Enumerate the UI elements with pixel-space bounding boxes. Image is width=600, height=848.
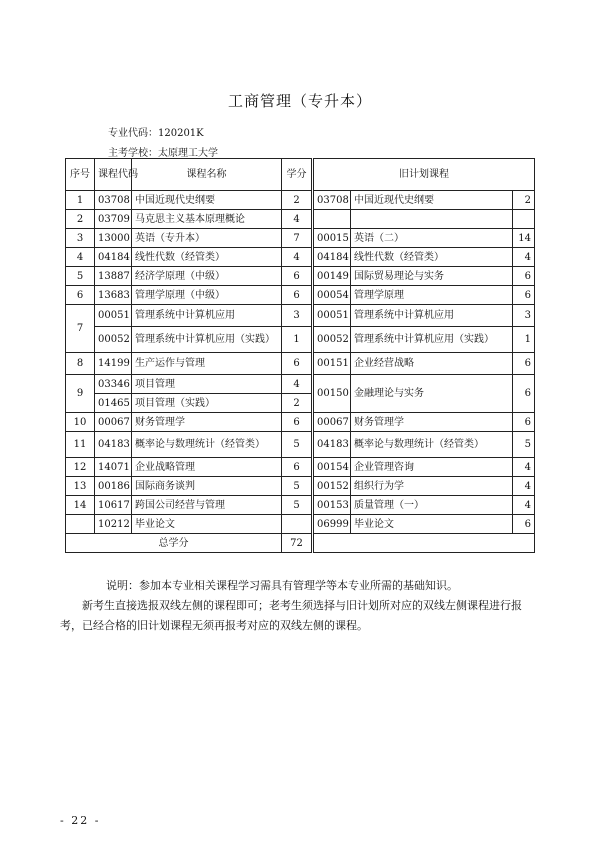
old-credit-cell: 4 <box>513 458 535 477</box>
code-cell: 00051 <box>95 305 132 327</box>
table-row <box>66 458 535 477</box>
old-code-cell: 04184 <box>313 248 351 267</box>
header-old-plan: 旧计划课程 <box>313 159 535 191</box>
old-name-cell: 质量管理（一） <box>351 496 513 515</box>
credit-cell: 4 <box>282 248 313 267</box>
seq-cell: 5 <box>66 267 95 286</box>
seq-cell: 14 <box>66 496 95 515</box>
seq-cell: 11 <box>66 432 95 458</box>
name-cell: 管理系统中计算机应用 <box>132 305 282 327</box>
name-cell: 管理学原理（中级） <box>132 286 282 305</box>
seq-cell: 12 <box>66 458 95 477</box>
credit-cell: 3 <box>282 305 313 327</box>
name-cell: 企业战略管理 <box>132 458 282 477</box>
table-row <box>66 267 535 286</box>
code-cell: 03709 <box>95 210 132 229</box>
code-cell: 03708 <box>95 191 132 210</box>
table-row <box>66 432 535 458</box>
name-cell: 项目管理（实践） <box>132 394 282 413</box>
seq-cell: 6 <box>66 286 95 305</box>
old-name-cell: 管理系统中计算机应用（实践） <box>351 327 513 353</box>
old-credit-cell: 4 <box>513 248 535 267</box>
old-credit-cell: 3 <box>513 305 535 327</box>
code-cell: 00067 <box>95 413 132 432</box>
old-code-cell: 00051 <box>313 305 351 327</box>
old-code-cell <box>313 210 351 229</box>
name-cell: 经济学原理（中级） <box>132 267 282 286</box>
table-row <box>66 327 535 353</box>
code-cell: 04184 <box>95 248 132 267</box>
old-name-cell: 组织行为学 <box>351 477 513 496</box>
credit-cell: 6 <box>282 413 313 432</box>
seq-cell: 10 <box>66 413 95 432</box>
page-number: - 22 - <box>60 814 101 827</box>
name-cell: 跨国公司经营与管理 <box>132 496 282 515</box>
old-name-cell: 金融理论与实务 <box>351 375 513 413</box>
old-code-cell: 00067 <box>313 413 351 432</box>
old-name-cell: 企业管理咨询 <box>351 458 513 477</box>
code-cell: 14199 <box>95 353 132 375</box>
seq-cell: 13 <box>66 477 95 496</box>
old-name-cell <box>351 210 513 229</box>
old-code-cell: 06999 <box>313 515 351 534</box>
seq-cell: 4 <box>66 248 95 267</box>
old-credit-cell: 14 <box>513 229 535 248</box>
seq-cell <box>66 515 95 534</box>
name-cell: 项目管理 <box>132 375 282 394</box>
credit-cell: 5 <box>282 496 313 515</box>
old-credit-cell: 6 <box>513 286 535 305</box>
old-name-cell: 中国近现代史纲要 <box>351 191 513 210</box>
old-credit-cell: 1 <box>513 327 535 353</box>
table-row <box>66 248 535 267</box>
name-cell: 国际商务谈判 <box>132 477 282 496</box>
header-name: 课程名称 <box>132 159 282 191</box>
credit-cell: 6 <box>282 458 313 477</box>
name-cell: 概率论与数理统计（经管类） <box>132 432 282 458</box>
old-code-cell: 00152 <box>313 477 351 496</box>
table-row <box>66 286 535 305</box>
credit-cell <box>282 515 313 534</box>
old-credit-cell: 6 <box>513 413 535 432</box>
code-cell: 00186 <box>95 477 132 496</box>
seq-cell: 7 <box>66 305 95 353</box>
old-credit-cell: 6 <box>513 353 535 375</box>
seq-cell: 1 <box>66 191 95 210</box>
credit-cell: 7 <box>282 229 313 248</box>
old-name-cell: 管理学原理 <box>351 286 513 305</box>
old-code-cell: 00015 <box>313 229 351 248</box>
credit-cell: 2 <box>282 191 313 210</box>
table-row <box>66 353 535 375</box>
old-credit-cell: 5 <box>513 432 535 458</box>
old-credit-cell: 4 <box>513 477 535 496</box>
code-cell: 13887 <box>95 267 132 286</box>
table-row <box>66 413 535 432</box>
old-code-cell: 00153 <box>313 496 351 515</box>
name-cell: 生产运作与管理 <box>132 353 282 375</box>
table-row <box>66 515 535 534</box>
name-cell: 英语（专升本） <box>132 229 282 248</box>
credit-cell: 2 <box>282 394 313 413</box>
old-name-cell: 概率论与数理统计（经管类） <box>351 432 513 458</box>
total-label: 总学分 <box>66 534 282 553</box>
table-row <box>66 477 535 496</box>
old-code-cell: 04183 <box>313 432 351 458</box>
credit-cell: 4 <box>282 210 313 229</box>
table-row <box>66 210 535 229</box>
old-code-cell: 00151 <box>313 353 351 375</box>
exam-school: 主考学校：太原理工大学 <box>108 148 218 159</box>
code-cell: 03346 <box>95 375 132 394</box>
code-cell: 13000 <box>95 229 132 248</box>
header-credit: 学分 <box>282 159 313 191</box>
credit-cell: 5 <box>282 477 313 496</box>
table-row <box>66 305 535 327</box>
code-cell: 10617 <box>95 496 132 515</box>
table-header-row <box>66 159 535 191</box>
seq-cell: 8 <box>66 353 95 375</box>
old-credit-cell: 6 <box>513 515 535 534</box>
note-registration-text: 新考生直接选报双线左侧的课程即可；老考生须选择与旧计划所对应的双线左侧课程进行报考，已经合格的旧计划课程无须再报考对应的双线左侧的课程。 <box>60 599 522 632</box>
total-credit: 72 <box>282 534 313 553</box>
credit-cell: 6 <box>282 286 313 305</box>
header-seq: 序号 <box>66 159 95 191</box>
code-cell: 13683 <box>95 286 132 305</box>
code-cell: 01465 <box>95 394 132 413</box>
credit-cell: 1 <box>282 327 313 353</box>
old-name-cell: 管理系统中计算机应用 <box>351 305 513 327</box>
code-cell: 04183 <box>95 432 132 458</box>
old-code-cell: 00150 <box>313 375 351 413</box>
major-code: 专业代码：120201K <box>108 128 204 139</box>
seq-cell: 3 <box>66 229 95 248</box>
seq-cell: 2 <box>66 210 95 229</box>
credit-cell: 6 <box>282 353 313 375</box>
total-old-empty <box>313 534 535 553</box>
old-credit-cell: 4 <box>513 496 535 515</box>
old-code-cell: 00154 <box>313 458 351 477</box>
old-name-cell: 财务管理学 <box>351 413 513 432</box>
old-code-cell: 00054 <box>313 286 351 305</box>
old-name-cell: 英语（二） <box>351 229 513 248</box>
header-code: 课程代码 <box>95 159 132 191</box>
old-code-cell: 00052 <box>313 327 351 353</box>
credit-cell: 5 <box>282 432 313 458</box>
old-name-cell: 国际贸易理论与实务 <box>351 267 513 286</box>
table-row <box>66 191 535 210</box>
name-cell: 管理系统中计算机应用（实践） <box>132 327 282 353</box>
name-cell: 毕业论文 <box>132 515 282 534</box>
name-cell: 马克思主义基本原理概论 <box>132 210 282 229</box>
old-name-cell: 线性代数（经管类） <box>351 248 513 267</box>
old-credit-cell: 6 <box>513 267 535 286</box>
old-credit-cell <box>513 210 535 229</box>
old-credit-cell: 6 <box>513 375 535 413</box>
code-cell: 10212 <box>95 515 132 534</box>
old-name-cell: 企业经营战略 <box>351 353 513 375</box>
table-row <box>66 229 535 248</box>
table-row <box>66 375 535 394</box>
course-plan-table <box>65 158 535 553</box>
old-name-cell: 毕业论文 <box>351 515 513 534</box>
old-code-cell: 03708 <box>313 191 351 210</box>
name-cell: 中国近现代史纲要 <box>132 191 282 210</box>
table-row <box>66 496 535 515</box>
total-row <box>66 534 535 553</box>
seq-cell: 9 <box>66 375 95 413</box>
note-registration <box>60 596 540 636</box>
code-cell: 14071 <box>95 458 132 477</box>
note-prerequisite: 说明：参加本专业相关课程学习需具有管理学等本专业所需的基础知识。 <box>106 579 458 592</box>
name-cell: 财务管理学 <box>132 413 282 432</box>
name-cell: 线性代数（经管类） <box>132 248 282 267</box>
code-cell: 00052 <box>95 327 132 353</box>
credit-cell: 4 <box>282 375 313 394</box>
credit-cell: 6 <box>282 267 313 286</box>
old-code-cell: 00149 <box>313 267 351 286</box>
page-title: 工商管理（专升本） <box>227 92 372 110</box>
old-credit-cell: 2 <box>513 191 535 210</box>
